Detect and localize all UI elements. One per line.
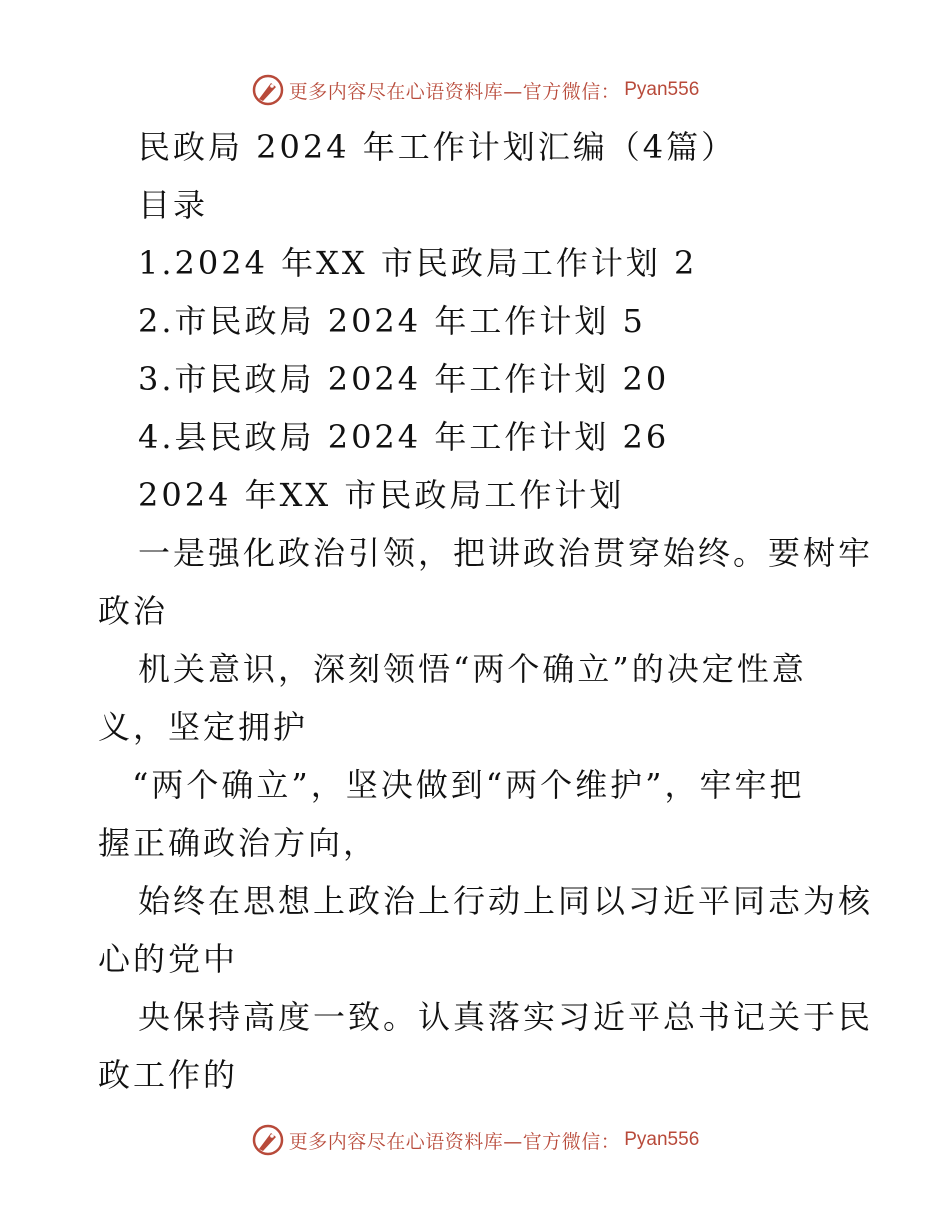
body-line: 机关意识，深刻领悟“两个确立”的决定性意 <box>138 650 807 688</box>
wechat-id: Pyan556 <box>624 79 700 100</box>
document-body <box>98 118 874 1104</box>
body-line: 握正确政治方向， <box>98 824 379 862</box>
document-title: 民政局 2024 年工作计划汇编（4篇） <box>138 128 737 166</box>
pen-nib-logo-icon <box>251 1123 285 1157</box>
body-line: 央保持高度一致。认真落实习近平总书记关于民 <box>138 998 874 1036</box>
header-watermark-banner <box>0 70 950 110</box>
body-line: “两个确立”，坚决做到“两个维护”，牢牢把 <box>132 766 805 804</box>
toc-item: 1.2024 年XX 市民政局工作计划 2 <box>138 244 698 282</box>
body-line: 政工作的 <box>98 1056 239 1094</box>
body-line: 义，坚定拥护 <box>98 708 309 746</box>
banner-text: 更多内容尽在心语资料库—官方微信： <box>288 80 621 103</box>
toc-heading: 目录 <box>138 186 209 224</box>
pen-nib-logo-icon <box>251 73 285 107</box>
body-line: 始终在思想上政治上行动上同以习近平同志为核 <box>138 882 874 920</box>
toc-item: 2.市民政局 2024 年工作计划 5 <box>138 302 646 340</box>
section-title: 2024 年XX 市民政局工作计划 <box>138 476 625 514</box>
toc-item: 3.市民政局 2024 年工作计划 20 <box>138 360 670 398</box>
body-line: 一是强化政治引领，把讲政治贯穿始终。要树牢 <box>138 534 874 572</box>
footer-watermark-banner <box>0 1120 950 1160</box>
banner-text: 更多内容尽在心语资料库—官方微信： <box>288 1130 621 1153</box>
body-line: 心的党中 <box>98 940 239 978</box>
wechat-id: Pyan556 <box>624 1129 700 1150</box>
toc-item: 4.县民政局 2024 年工作计划 26 <box>138 418 670 456</box>
body-line: 政治 <box>98 592 169 630</box>
